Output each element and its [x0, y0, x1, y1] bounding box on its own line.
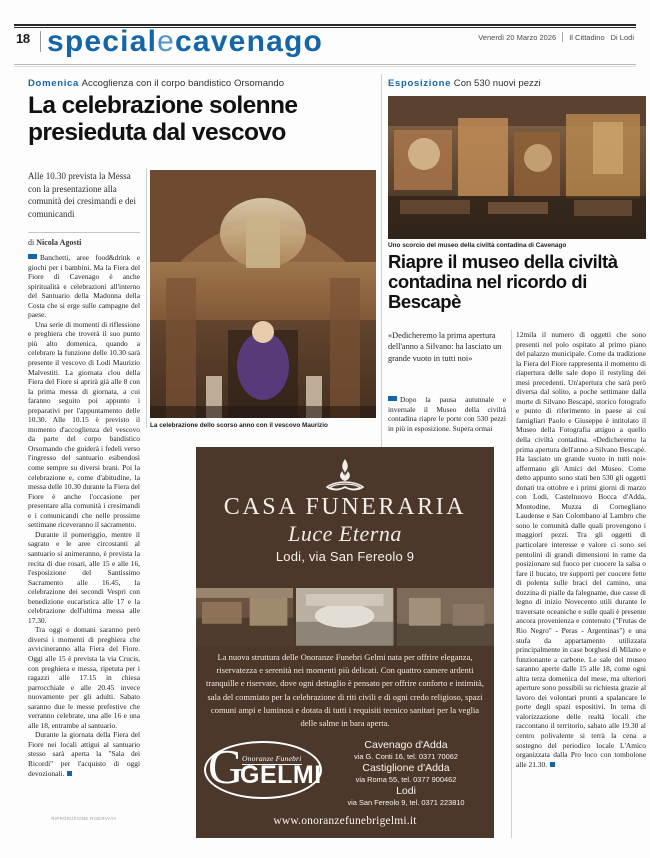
ad-contact-line: via G. Conti 16, tel. 0371 70062: [354, 752, 458, 761]
paragraph: [28, 320, 140, 530]
ad-photo-strip: [196, 588, 494, 646]
issue-date: Venerdì 20 Marzo 2026: [478, 32, 557, 42]
ad-photo-2: [296, 588, 393, 646]
photo-illustration-museum: [388, 96, 646, 239]
left-kicker: [28, 78, 376, 90]
ad-website[interactable]: www.onoranzefunebrigelmi.it: [273, 815, 417, 827]
ad-logo: [204, 741, 322, 799]
masthead-rule-bottom: [14, 64, 636, 65]
ad-photo-1-illustration: [196, 588, 293, 646]
end-marker-icon: [67, 771, 72, 776]
paragraph: [28, 625, 140, 730]
flame-icon: [322, 458, 368, 492]
right-article-column-1: [388, 395, 506, 433]
column-rule-right: [511, 330, 512, 838]
end-marker-icon: [550, 762, 555, 767]
paragraph: [516, 330, 646, 769]
paragraph-bullet-icon: [388, 396, 397, 401]
paragraph-text: 12mila il numero di oggetti che sono presenti nel polo ospitato al primo piano del palazzo municipale. Come da tradizione la Fiera del Fiore rappresenta il momento di riapertura delle sale dopo il restyling dei mesi precedenti. Un'apertura che sarà però diversa dal solito, a poche settimane dalla morte di Silvano Bescapè, storico fotografo e punto di riferimento in paese ai cui famigliari Paolo e Giuseppe è intitolato il Museo della Fotografia attiguo a quello della civiltà contadina. «Dedicheremo la prima apertura dell'anno a Silvano Bescapè. Ha lasciato un grande vuoto in tutti noi» affermano gli Amici del Museo. Come detto appunto sono stati ben 530 gli oggetti donati tra ottobre e i primi giorni di marzo con Lodi, Castelnuovo Bocca d'Adda, Montodine, Muzza di Cornegliano Laudense e San Colombano al Lambro che sono le comunità dalle quali provengono i maggiori pezzi. Tra gli oggetti di particolare interesse e valore ci sono sei pentolini di grandi dimensioni in rame da posizionare sul fuoco per cuocere la salsa o fare il bucato, tre supporti per cuocere fette di polenta sulle braci del camino, una dozzina di pialle da falegname, due casse di legno di inizio Novecento utili durante le traversate oceaniche e sulle quali è presente ancora provenienza e contenuto ("Frutas de Rio Negro" - Peras - Argentinas") e una stufa da appartamento utilizzata principalmente in case borghesi di Milano e funzionante a carbone. Le sale del museo saranno aperte dalle 15 alle 18, come ogni altra terza domenica del mese, ma ulteriori aperture sono possibili su richiesta grazie al lavoro dei volontari pronti a spalancare le porte degli spazi espositivi. In tema di valorizzazione delle realtà locali che raccontano il territorio, sabato alle 19.30 al centro polivalente si terrà la cena a sostegno del periodico locale L'Amico organizzata dalla Pro loco con tombolone alle 21.30.: [516, 330, 646, 769]
ad-contacts: [324, 739, 488, 808]
masthead-divider: [40, 31, 41, 52]
left-byline: [28, 238, 140, 247]
column-rule-left: [146, 168, 147, 428]
paragraph-text: Banchetti, aree food&drink e giochi per i bambini. Ma la Fiera del Fiore di Cavenago è anche spiritualità e celebrazioni all'interno del Santuario della Madonna della Costa che si erge sulle campagne del paese.: [28, 253, 140, 320]
left-article-header: [28, 78, 376, 146]
section-title-part2: e: [157, 25, 176, 58]
ad-brand-block: [196, 447, 494, 587]
section-title-part1: special: [47, 25, 158, 58]
right-kicker: [388, 78, 646, 90]
section-title-part3: cavenago: [175, 25, 324, 58]
right-photo-caption: Uno scorcio del museo della civiltà contadina di Cavenago: [388, 242, 567, 249]
right-headline: Riapre il museo della civiltà contadina nel ricordo di Bescapè: [388, 251, 618, 312]
paragraph-text: Durante la giornata della Fiera del Fiore nei locali attigui al santuario stesso sarà aperta la "Sala dei Ricordi" per l'acquisto di oggi devozionali.: [28, 730, 140, 778]
right-kicker-strong: Esposizione: [388, 78, 452, 89]
right-kicker-rest: Con 530 nuovi pezzi: [453, 78, 541, 89]
paragraph: [28, 253, 140, 320]
section-title: [47, 27, 323, 57]
right-headline-wrap: [388, 252, 646, 312]
ad-photo-2-illustration: [296, 588, 393, 646]
paragraph-text: Tra oggi e domani saranno però diversi i momenti di preghiera che avvicineranno alla Fiera del Fiore. Oggi alle 15 è prevista la via Crucis, con preghiera e messa, ripetuta per i ragazzi alle 17.15 in chiesa parrocchiale e alle 20.45 invece nuovamente per gli adulti. Sabato saranno due le messe prefestive che verranno celebrate, una alle 16 e una alle 18, entrambe al santuario.: [28, 625, 140, 730]
paragraph: [28, 730, 140, 778]
ad-contact-city: Lodi: [396, 785, 416, 797]
flame-icon-svg: [322, 458, 368, 492]
byline-prefix: di: [28, 238, 35, 247]
left-photo-caption: La celebrazione dello scorso anno con il vescovo Maurizio: [150, 422, 328, 429]
ad-footer: [196, 733, 494, 838]
masthead-rule-bottom-thin: [14, 66, 636, 67]
page-number: 18: [16, 31, 30, 46]
ad-copy-text: La nuova struttura delle Onoranze Funebri Gelmi nata per offrire eleganza, riservatezza e serenità nei momenti più delicati. Con quattro camere ardenti tranquille e riservate, dove ogni dettaglio è pensato per offrire conforto e intimità, sala del commiato per la celebrazione di riti civili e di ogni credo religioso, spazi comuni ampi e luminosi e dotata di tutti i requisiti tecnico sanitari per la veglia delle salme in bara aperta.: [206, 652, 484, 729]
right-article-header: [388, 78, 646, 90]
left-kicker-strong: Domenica: [28, 78, 80, 89]
ad-contact-line: via Roma 55, tel. 0377 900462: [355, 775, 457, 784]
meta-separator: [562, 32, 563, 42]
paragraph-text: Una serie di momenti di riflessione e preghiera che troverà il suo punto più alto domenica, quando a celebrare la funzione delle 10.30 sarà presente il vescovo di Lodi Maurizio Malvestiti. La giornata clou della Fiera del Fiore si aprirà già alle 8 con la prima messa di giornata, a cui faranno seguito poi appunto i preparativi per l'appuntamento delle 10.30. Alle 10.15 è previsto il momento d'accoglienza del vescovo da parte del corpo bandistico Orsomando che guiderà i fedeli verso l'ingresso del santuario esibendosi come sempre su diversi brani. Poi la celebrazione e, come d'abitudine, la messa delle 10.30 durante la Fiera del Fiore è anche l'occasione per presentare alla comunità i cresimandi e i comunicandi che nelle prossime settimane riceveranno il sacramento.: [28, 319, 140, 530]
left-standfirst: Alle 10.30 prevista la Messa con la presentazione alla comunità dei cresimandi e dei comunicandi: [28, 171, 136, 219]
left-article-photo: [150, 170, 376, 418]
ad-logo-subtitle: Onoranze Funebri: [242, 754, 302, 763]
advertisement[interactable]: [196, 447, 494, 838]
ad-address-headline: Lodi, via San Fereolo 9: [275, 549, 415, 564]
byline-author: Nicola Agosti: [36, 238, 82, 247]
paragraph-text: Dopo la pausa autunnale e invernale il Museo della civiltà contadina riapre le porte con 530 pezzi in più in esposizione. Supera ormai: [388, 395, 506, 433]
paragraph-text: Durante il pomeriggio, mentre il sagrato e le aree circostanti al santuario si animeranno, è prevista la recita di due rosari, alle 15 e alle 16, l'esposizione del Santissimo Sacramento alle 16.45, la celebrazione dei secondi Vespri con benedizione eucaristica alle 17 e la celebrazione dell'ultima messa alle 17.30.: [28, 529, 140, 625]
right-pullquote: «Dedicheremo la prima apertura dell'anno a Silvano: ha lasciato un grande vuoto in tutti noi»: [388, 331, 502, 363]
ad-contact-line: via San Fereolo 9, tel. 0371 223810: [347, 798, 465, 807]
ad-photo-3: [397, 588, 494, 646]
paragraph-bullet-icon: [28, 254, 37, 259]
ad-photo-3-illustration: [397, 588, 494, 646]
ad-brand-script: Luce Eterna: [288, 521, 402, 546]
masthead-meta: [478, 32, 634, 42]
ad-contact-city: Castiglione d'Adda: [362, 762, 450, 774]
left-article-credit: RIPRODUZIONE RISERVATA: [51, 816, 117, 821]
ad-logo-name: GELMI: [240, 761, 322, 789]
right-article-photo: [388, 96, 646, 239]
ad-photo-1: [196, 588, 293, 646]
paper-name: Il Cittadino: [569, 32, 605, 42]
ad-logo-initial: G: [208, 739, 244, 794]
photo-illustration-church: [150, 170, 376, 418]
paper-subtitle: Di Lodi: [610, 32, 634, 42]
masthead: [14, 24, 636, 58]
paragraph: [388, 395, 506, 433]
left-headline: La celebrazione solenne presieduta dal vescovo: [28, 92, 298, 146]
byline-rule: [28, 232, 140, 233]
right-article-column-2: [516, 330, 646, 769]
paragraph: [28, 530, 140, 625]
ad-contact-city: Cavenago d'Adda: [364, 739, 448, 751]
ad-brand-name: CASA FUNERARIA: [223, 494, 467, 520]
left-kicker-rest: Accoglienza con il corpo bandistico Orsomando: [81, 78, 285, 89]
left-article-column-1: [28, 253, 140, 778]
